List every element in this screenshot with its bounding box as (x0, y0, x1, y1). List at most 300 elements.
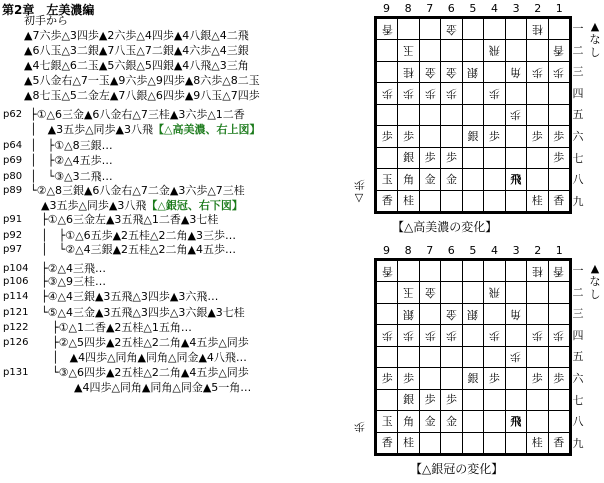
gote-piece[interactable]: 角 (510, 307, 522, 321)
board-square[interactable] (377, 169, 398, 190)
board-square[interactable] (441, 303, 462, 324)
bottom-board-caption: 【△銀冠の変化】 (410, 462, 504, 476)
board-square[interactable] (505, 346, 526, 367)
board-square[interactable] (419, 368, 440, 389)
board-square[interactable] (419, 303, 440, 324)
sente-piece[interactable]: 角 (403, 414, 415, 428)
gote-piece[interactable]: 香 (381, 264, 393, 278)
board-square[interactable] (377, 40, 398, 61)
board-square[interactable] (484, 411, 505, 432)
board-square[interactable] (462, 169, 483, 190)
board-square[interactable] (398, 61, 419, 82)
board-square[interactable] (505, 261, 526, 282)
board-square[interactable] (548, 432, 570, 454)
move-line (30, 275, 106, 289)
board-square[interactable] (462, 389, 483, 410)
board-square[interactable] (527, 261, 548, 282)
board-square[interactable] (441, 411, 462, 432)
gote-piece[interactable]: 歩 (531, 329, 543, 343)
board-square[interactable] (548, 303, 570, 324)
sente-piece[interactable]: 歩 (553, 371, 565, 385)
sente-piece[interactable]: 金 (446, 172, 458, 186)
move-line (30, 306, 245, 320)
gote-piece[interactable]: 歩 (403, 329, 415, 343)
board-square[interactable] (548, 61, 570, 82)
page-ref: p89 (3, 185, 23, 196)
board-square[interactable] (377, 368, 398, 389)
sente-piece[interactable]: 銀 (467, 371, 479, 385)
board-square[interactable] (441, 19, 462, 40)
board-square[interactable] (484, 83, 505, 104)
gote-piece[interactable]: 金 (446, 307, 458, 321)
board-square[interactable] (527, 389, 548, 410)
row-label: 六 (572, 372, 584, 385)
page-ref: p122 (3, 322, 29, 333)
sente-piece[interactable]: 歩 (446, 151, 458, 165)
board-square[interactable] (505, 147, 526, 168)
move-text: │ ├①△6五歩▲2五桂△2二角▲3三歩… (30, 229, 236, 242)
gote-piece[interactable]: 飛 (488, 44, 500, 58)
board-square[interactable] (441, 389, 462, 410)
page-ref: p114 (3, 291, 29, 302)
board-row (377, 389, 570, 410)
board-square[interactable] (527, 368, 548, 389)
sente-piece[interactable]: 歩 (488, 371, 500, 385)
board-square[interactable] (441, 61, 462, 82)
board-square[interactable] (527, 40, 548, 61)
board-square[interactable] (527, 303, 548, 324)
top-gote-hand: ▲ なし (589, 20, 601, 59)
sente-piece[interactable]: 桂 (403, 436, 415, 450)
board-square[interactable] (548, 261, 570, 282)
sente-piece[interactable]: 歩 (553, 129, 565, 143)
board-square[interactable] (548, 368, 570, 389)
move-line (30, 381, 251, 395)
sente-piece[interactable]: 桂 (403, 194, 415, 208)
board-row (377, 368, 570, 389)
move-line (30, 108, 245, 122)
gote-piece[interactable]: 金 (424, 286, 436, 300)
board-square[interactable] (398, 147, 419, 168)
board-square[interactable] (398, 261, 419, 282)
board-square[interactable] (462, 261, 483, 282)
board-square[interactable] (505, 282, 526, 303)
board-square[interactable] (527, 61, 548, 82)
board-square[interactable] (462, 19, 483, 40)
sente-piece[interactable]: 角 (403, 172, 415, 186)
sente-piece[interactable]: 玉 (381, 414, 393, 428)
chapter-title: 第2章 左美濃編 (2, 3, 95, 17)
board-square[interactable] (441, 147, 462, 168)
sente-piece[interactable]: 香 (381, 194, 393, 208)
board-square[interactable] (484, 190, 505, 212)
sente-piece[interactable]: 歩 (424, 393, 436, 407)
row-label: 一 (572, 22, 584, 35)
column-label: 9 (383, 244, 390, 257)
column-label: 7 (426, 2, 434, 15)
board-square[interactable] (398, 126, 419, 147)
board-square[interactable] (441, 104, 462, 125)
board-square[interactable] (377, 261, 398, 282)
gote-piece[interactable]: 銀 (467, 307, 479, 321)
board-square[interactable] (377, 432, 398, 454)
board-square[interactable] (462, 190, 483, 212)
board-square[interactable] (441, 346, 462, 367)
column-label: 6 (447, 244, 455, 257)
board-square[interactable] (548, 19, 570, 40)
board-square[interactable] (527, 126, 548, 147)
board-square[interactable] (419, 432, 440, 454)
sente-piece[interactable]: 飛 (510, 414, 522, 428)
board-square[interactable] (398, 282, 419, 303)
gote-piece[interactable]: 歩 (424, 329, 436, 343)
board-square[interactable] (484, 346, 505, 367)
board-square[interactable] (377, 83, 398, 104)
board-square[interactable] (419, 411, 440, 432)
board-square[interactable] (462, 368, 483, 389)
board-square[interactable] (462, 147, 483, 168)
board-square[interactable] (462, 126, 483, 147)
board-square[interactable] (505, 190, 526, 212)
board-square[interactable] (527, 104, 548, 125)
board-square[interactable] (527, 411, 548, 432)
board-square[interactable] (548, 325, 570, 346)
board-square[interactable] (441, 261, 462, 282)
column-label: 6 (447, 2, 455, 15)
row-label: 八 (572, 173, 584, 187)
sente-piece[interactable]: 金 (424, 414, 436, 428)
board-square[interactable] (441, 190, 462, 212)
board-square[interactable] (548, 389, 570, 410)
column-label: 8 (404, 2, 412, 15)
board-square[interactable] (505, 325, 526, 346)
sente-piece[interactable]: 歩 (488, 129, 500, 143)
board-square[interactable] (527, 325, 548, 346)
board-square[interactable] (462, 303, 483, 324)
board-square[interactable] (419, 19, 440, 40)
board-square[interactable] (377, 346, 398, 367)
board-square[interactable] (398, 190, 419, 212)
board-square[interactable] (505, 303, 526, 324)
row-label: 七 (572, 151, 584, 165)
page-ref: p62 (3, 109, 23, 120)
board-square[interactable] (398, 411, 419, 432)
board-square[interactable] (548, 83, 570, 104)
board-square[interactable] (398, 104, 419, 125)
board-square[interactable] (377, 147, 398, 168)
board-square[interactable] (377, 282, 398, 303)
gote-piece[interactable]: 歩 (531, 65, 543, 79)
sente-piece[interactable]: 歩 (531, 371, 543, 385)
move-line (30, 154, 113, 168)
board-square[interactable] (419, 325, 440, 346)
column-label: 7 (426, 244, 434, 257)
sente-piece[interactable]: 歩 (424, 151, 436, 165)
gote-piece[interactable]: 角 (510, 65, 522, 79)
board-square[interactable] (377, 303, 398, 324)
board-square[interactable] (527, 83, 548, 104)
board-square[interactable] (505, 389, 526, 410)
sente-piece[interactable]: 歩 (446, 393, 458, 407)
board-square[interactable] (527, 19, 548, 40)
board-square[interactable] (398, 169, 419, 190)
board-square[interactable] (505, 104, 526, 125)
board-square[interactable] (484, 325, 505, 346)
gote-piece[interactable]: 歩 (553, 65, 565, 79)
board-square[interactable] (462, 83, 483, 104)
page-ref: p97 (3, 244, 23, 255)
board-square[interactable] (398, 40, 419, 61)
board-square[interactable] (527, 432, 548, 454)
column-label: 1 (555, 244, 563, 257)
column-label: 5 (469, 2, 477, 15)
move-line (30, 170, 113, 184)
board-square[interactable] (462, 346, 483, 367)
board-row (377, 40, 570, 61)
board-square[interactable] (398, 389, 419, 410)
board-square[interactable] (377, 190, 398, 212)
board-square[interactable] (398, 368, 419, 389)
board-square[interactable] (441, 368, 462, 389)
board-square[interactable] (548, 40, 570, 61)
board-square[interactable] (419, 261, 440, 282)
gote-piece[interactable]: 歩 (381, 329, 393, 343)
board-square[interactable] (505, 19, 526, 40)
page-ref: p91 (3, 214, 23, 225)
gote-piece[interactable]: 歩 (553, 329, 565, 343)
board-square[interactable] (462, 104, 483, 125)
gote-piece[interactable]: 歩 (488, 329, 500, 343)
board-square[interactable] (484, 19, 505, 40)
sente-piece[interactable]: 香 (553, 194, 565, 208)
board-square[interactable] (484, 368, 505, 389)
board-square[interactable] (484, 282, 505, 303)
board-square[interactable] (462, 40, 483, 61)
move-text: ├②△5四歩▲2五桂△2二角▲4五歩△同歩 (30, 336, 249, 349)
gote-piece[interactable]: 歩 (446, 329, 458, 343)
gote-piece[interactable]: 香 (381, 22, 393, 36)
gote-piece[interactable]: 金 (446, 65, 458, 79)
board-square[interactable] (527, 147, 548, 168)
column-label: 3 (512, 244, 520, 257)
board-square[interactable] (419, 190, 440, 212)
gote-piece[interactable]: 桂 (403, 65, 415, 79)
board-square[interactable] (548, 126, 570, 147)
board-square[interactable] (505, 40, 526, 61)
board-square[interactable] (377, 126, 398, 147)
sente-piece[interactable]: 歩 (381, 129, 393, 143)
board-square[interactable] (462, 282, 483, 303)
gote-piece[interactable]: 玉 (403, 44, 415, 58)
board-square[interactable] (441, 126, 462, 147)
sente-piece[interactable]: 歩 (531, 129, 543, 143)
board-square[interactable] (484, 147, 505, 168)
top-sente-hand (352, 178, 366, 204)
board-square[interactable] (527, 190, 548, 212)
row-label: 七 (572, 393, 584, 407)
move-text: ▲7六歩△3四歩▲2六歩△4四歩▲4八銀△4二飛 (24, 29, 249, 42)
gote-piece[interactable]: 桂 (531, 264, 543, 278)
move-text: │ └③△3二飛… (30, 170, 113, 183)
gote-piece[interactable]: 歩 (424, 87, 436, 101)
sente-triangle-icon: ▽ (354, 191, 364, 204)
board-square[interactable] (441, 40, 462, 61)
board-square[interactable] (377, 61, 398, 82)
board-square[interactable] (377, 389, 398, 410)
sente-piece[interactable]: 香 (553, 436, 565, 450)
row-label: 八 (572, 415, 584, 429)
board-square[interactable] (377, 104, 398, 125)
board-row (377, 147, 570, 168)
board-square[interactable] (398, 432, 419, 454)
board-square[interactable] (441, 282, 462, 303)
gote-piece[interactable]: 歩 (381, 87, 393, 101)
board-square[interactable] (548, 104, 570, 125)
board-square[interactable] (484, 432, 505, 454)
sente-piece[interactable]: 桂 (531, 194, 543, 208)
board-row (377, 61, 570, 82)
board-square[interactable] (441, 325, 462, 346)
gote-piece[interactable]: 歩 (510, 108, 522, 122)
diagram-reference: 【△銀冠、右下図】 (146, 199, 243, 212)
board-square[interactable] (462, 325, 483, 346)
board-row (377, 126, 570, 147)
board-square[interactable] (398, 325, 419, 346)
row-label: 四 (572, 86, 584, 100)
board-square[interactable] (441, 432, 462, 454)
sente-piece[interactable]: 飛 (510, 172, 522, 186)
board-square[interactable] (398, 303, 419, 324)
board-square[interactable] (527, 282, 548, 303)
board-square[interactable] (484, 40, 505, 61)
board-square[interactable] (505, 83, 526, 104)
gote-piece[interactable]: 桂 (531, 22, 543, 36)
move-line (30, 139, 113, 153)
bottom-gote-hand: ▲ なし (589, 262, 601, 301)
board-square[interactable] (398, 83, 419, 104)
gote-piece[interactable]: 歩 (446, 87, 458, 101)
gote-piece[interactable]: 歩 (510, 350, 522, 364)
gote-piece[interactable]: 玉 (403, 286, 415, 300)
move-line (24, 89, 260, 103)
board-square[interactable] (441, 169, 462, 190)
board-square[interactable] (505, 126, 526, 147)
board-square[interactable] (527, 346, 548, 367)
sente-piece[interactable]: 香 (381, 436, 393, 450)
sente-piece[interactable]: 銀 (403, 393, 415, 407)
board-square[interactable] (462, 432, 483, 454)
board-square[interactable] (505, 368, 526, 389)
board-square[interactable] (484, 303, 505, 324)
board-square[interactable] (419, 61, 440, 82)
board-square[interactable] (505, 432, 526, 454)
board-row (377, 19, 570, 40)
gote-piece[interactable]: 歩 (403, 87, 415, 101)
board-square[interactable] (419, 147, 440, 168)
gote-piece[interactable]: 銀 (403, 307, 415, 321)
move-line (24, 74, 260, 88)
board-square[interactable] (548, 282, 570, 303)
board-square[interactable] (462, 411, 483, 432)
board-square[interactable] (441, 83, 462, 104)
sente-piece[interactable]: 金 (424, 172, 436, 186)
board-square[interactable] (505, 411, 526, 432)
move-text: ▲4四歩△同角▲同角△同金▲5一角… (30, 381, 252, 394)
gote-piece[interactable]: 香 (553, 264, 565, 278)
board-square[interactable] (419, 126, 440, 147)
move-text: ├③△9三桂… (30, 275, 106, 288)
board-square[interactable] (548, 346, 570, 367)
page-ref: p131 (3, 367, 29, 378)
gote-piece[interactable]: 金 (424, 65, 436, 79)
board-square[interactable] (419, 389, 440, 410)
board-square[interactable] (505, 61, 526, 82)
sente-piece[interactable]: 金 (446, 414, 458, 428)
board-square[interactable] (377, 19, 398, 40)
row-label: 三 (572, 65, 584, 79)
board-square[interactable] (419, 346, 440, 367)
move-text: └⑤△4三金▲3五飛△3四歩△3六銀▲3七桂 (30, 306, 245, 319)
move-line (30, 184, 245, 198)
gote-piece[interactable]: 金 (446, 22, 458, 36)
move-text: │ ├②△4五歩… (30, 154, 113, 167)
sente-piece[interactable]: 歩 (381, 371, 393, 385)
board-square[interactable] (484, 389, 505, 410)
move-text: ▲3五歩△同歩▲3八飛 (30, 199, 147, 212)
sente-piece[interactable]: 銀 (467, 129, 479, 143)
sente-piece[interactable]: 玉 (381, 172, 393, 186)
board-square[interactable] (419, 169, 440, 190)
row-label: 二 (572, 285, 584, 299)
board-square[interactable] (505, 169, 526, 190)
gote-piece[interactable]: 飛 (488, 286, 500, 300)
sente-piece[interactable]: 歩 (553, 151, 565, 165)
gote-piece[interactable]: 歩 (488, 87, 500, 101)
board-square[interactable] (419, 104, 440, 125)
board-square[interactable] (527, 169, 548, 190)
page-ref: p106 (3, 276, 29, 287)
board-square[interactable] (419, 40, 440, 61)
board-square[interactable] (548, 411, 570, 432)
sente-piece[interactable]: 歩 (403, 129, 415, 143)
board-square[interactable] (377, 411, 398, 432)
board-square[interactable] (484, 169, 505, 190)
board-square[interactable] (484, 126, 505, 147)
sente-piece[interactable]: 銀 (403, 151, 415, 165)
board-square[interactable] (377, 325, 398, 346)
gote-piece[interactable]: 銀 (467, 65, 479, 79)
board-square[interactable] (548, 147, 570, 168)
board-square[interactable] (419, 83, 440, 104)
board-square[interactable] (484, 104, 505, 125)
board-square[interactable] (419, 282, 440, 303)
sente-piece[interactable]: 歩 (403, 371, 415, 385)
board-square[interactable] (398, 19, 419, 40)
column-label: 2 (534, 244, 542, 257)
gote-piece[interactable]: 香 (553, 44, 565, 58)
board-row (377, 169, 570, 190)
board-square[interactable] (462, 61, 483, 82)
row-label: 六 (572, 130, 584, 143)
board-square[interactable] (484, 261, 505, 282)
board-square[interactable] (548, 169, 570, 190)
board-square[interactable] (548, 190, 570, 212)
board-square[interactable] (398, 346, 419, 367)
board-square[interactable] (484, 61, 505, 82)
move-text: ▲5八金右△7一玉▲9六歩△9四歩▲8六歩△8二玉 (24, 74, 260, 87)
sente-piece[interactable]: 桂 (531, 436, 543, 450)
board-row (377, 83, 570, 104)
